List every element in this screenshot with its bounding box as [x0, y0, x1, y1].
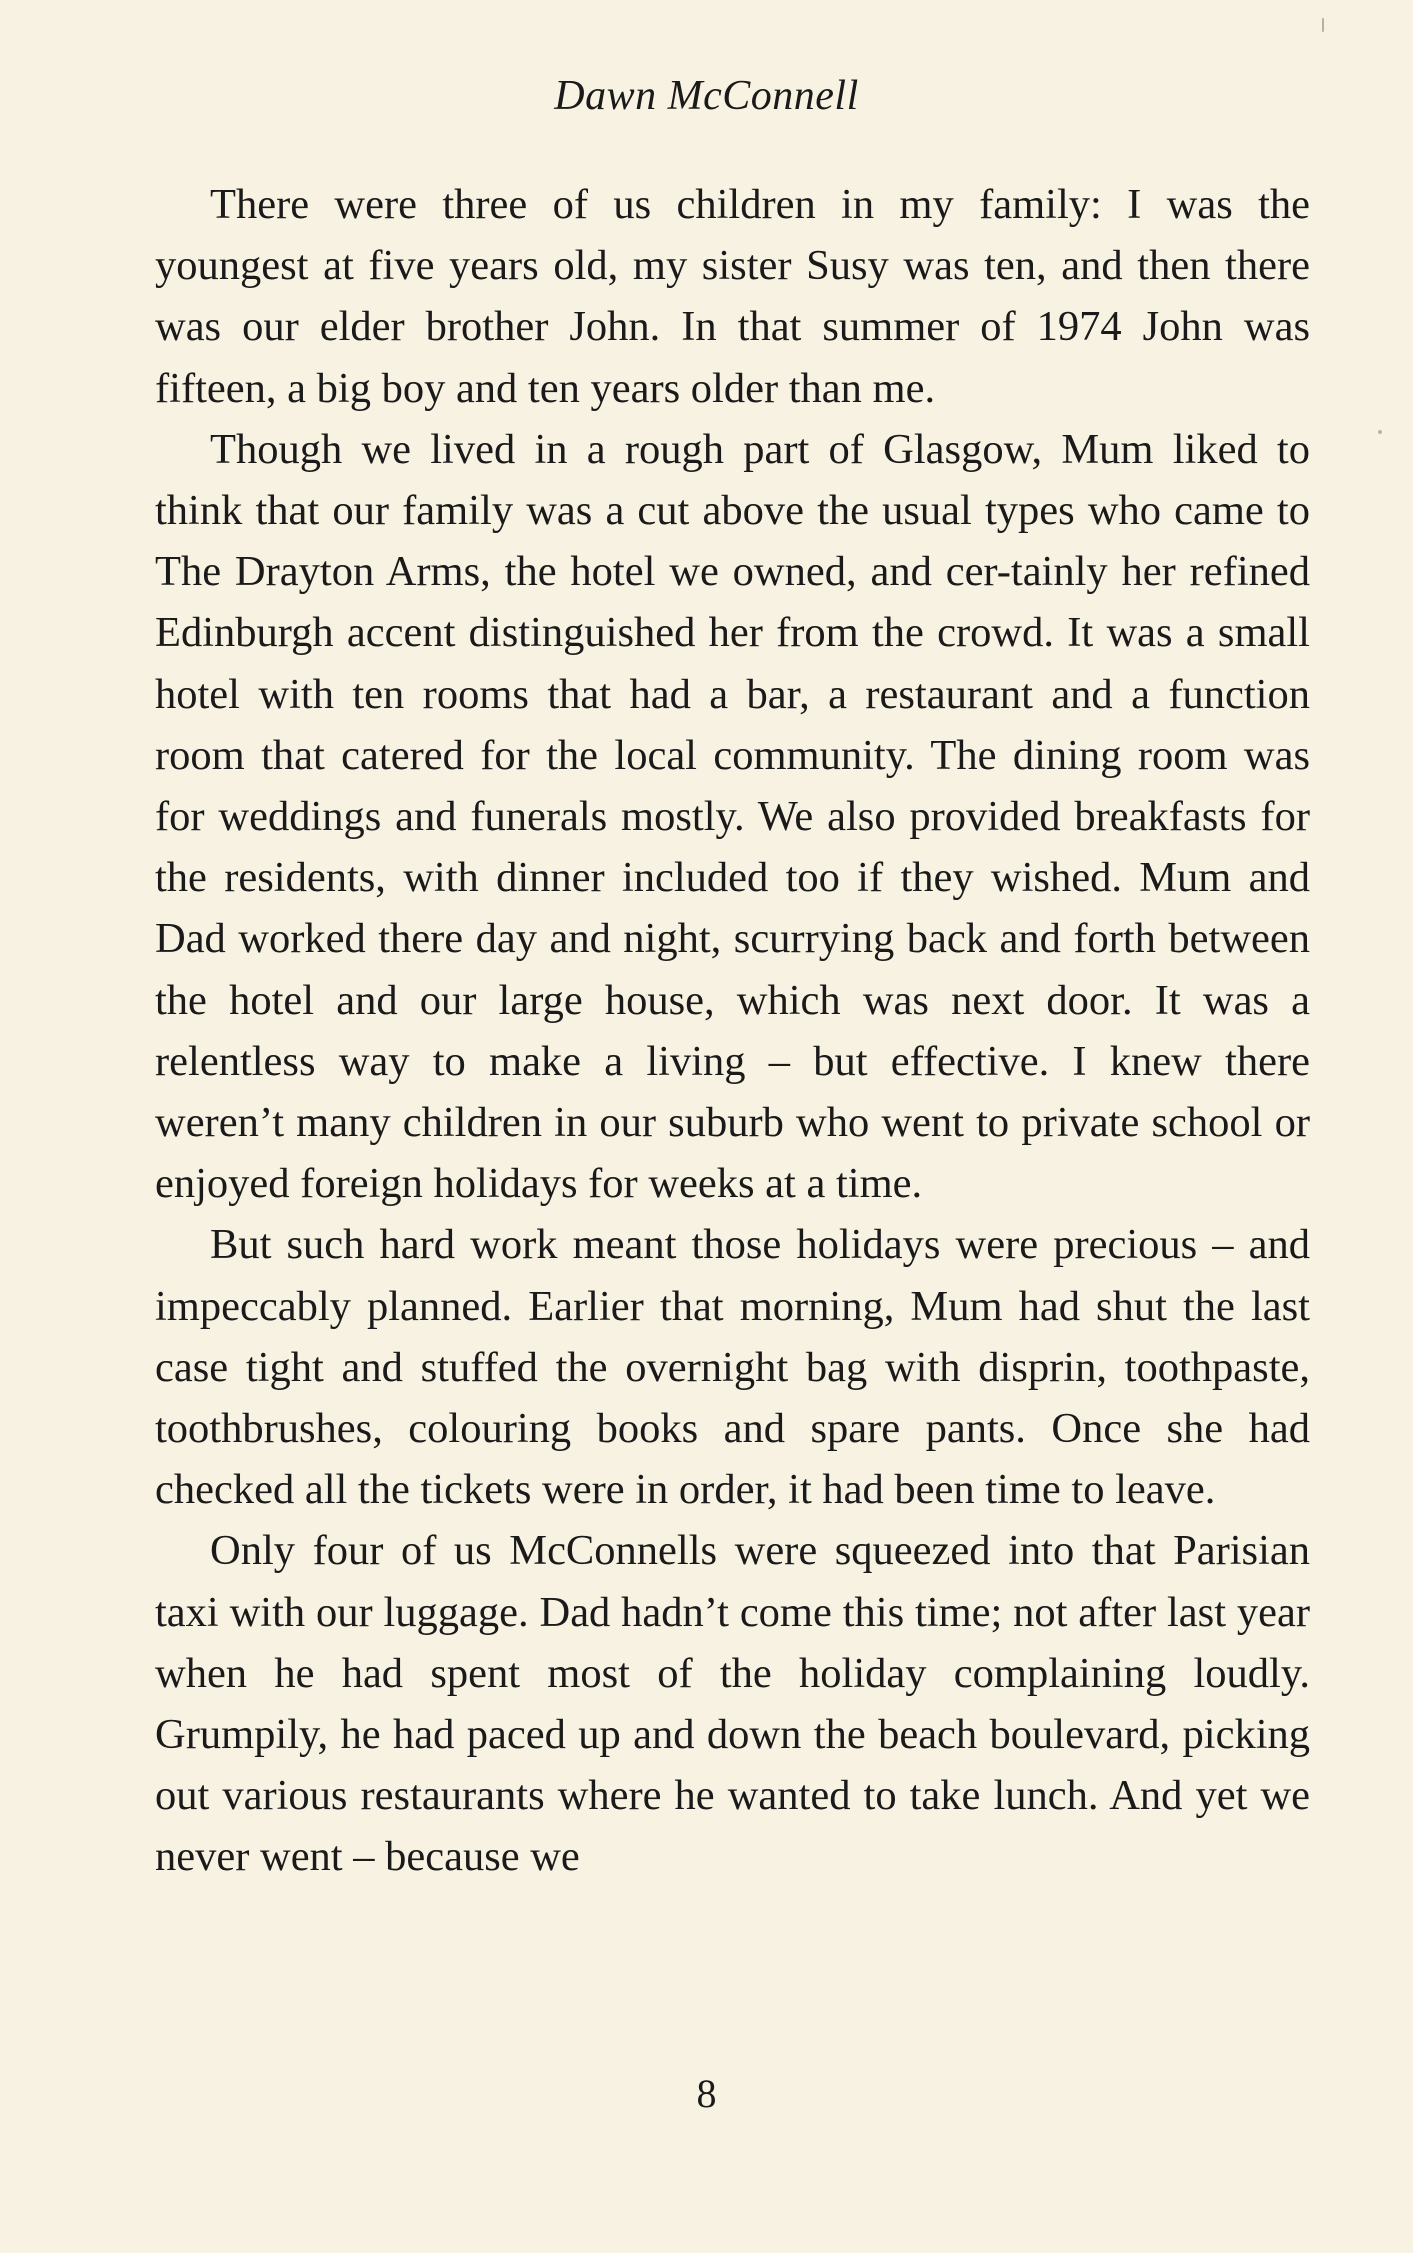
paragraph: Only four of us McConnells were squeezed into that Parisian taxi with our luggage. Dad hadn’t come this time; not after last year when he had spent most of the holiday complaining loudly. Grumpily, he had paced up and down the beach boulevard, picking out various restaurants where he wanted to take lunch. And yet we never went – because we: [155, 1527, 1310, 1881]
paragraph: But such hard work meant those holidays were precious – and impeccably planned. Earlier that morning, Mum had shut the last case tight and stuffed the overnight bag with disprin, toothpaste, toothbrushes, colouring books and spare pants. Once she had checked all the tickets were in order, it had been time to leave.: [155, 1221, 1310, 1514]
paragraph: Though we lived in a rough part of Glasgow, Mum liked to think that our family was a cut above the usual types who came to The Drayton Arms, the hotel we owned, and cer-tainly her refined Edinburgh accent distinguished her from the crowd. It was a small hotel with ten rooms that had a bar, a restaurant and a function room that catered for the local community. The dining room was for weddings and funerals mostly. We also provided breakfasts for the residents, with dinner included too if they wished. Mum and Dad worked there day and night, scurrying back and forth between the hotel and our large house, which was next door. It was a relentless way to make a living – but effective. I knew there weren’t many children in our suburb who went to private school or enjoyed foreign holidays for weeks at a time.: [155, 425, 1310, 1208]
paper-speck: [1322, 18, 1324, 32]
body-text: [155, 174, 1310, 1888]
paragraph: There were three of us children in my family: I was the youngest at five years old, my sister Susy was ten, and then there was our elder brother John. In that summer of 1974 John was fifteen, a big boy and ten years older than me.: [155, 181, 1310, 412]
paper-speck: [1378, 430, 1382, 434]
running-head: Dawn McConnell: [554, 73, 859, 119]
page-number: 8: [696, 2071, 717, 2116]
